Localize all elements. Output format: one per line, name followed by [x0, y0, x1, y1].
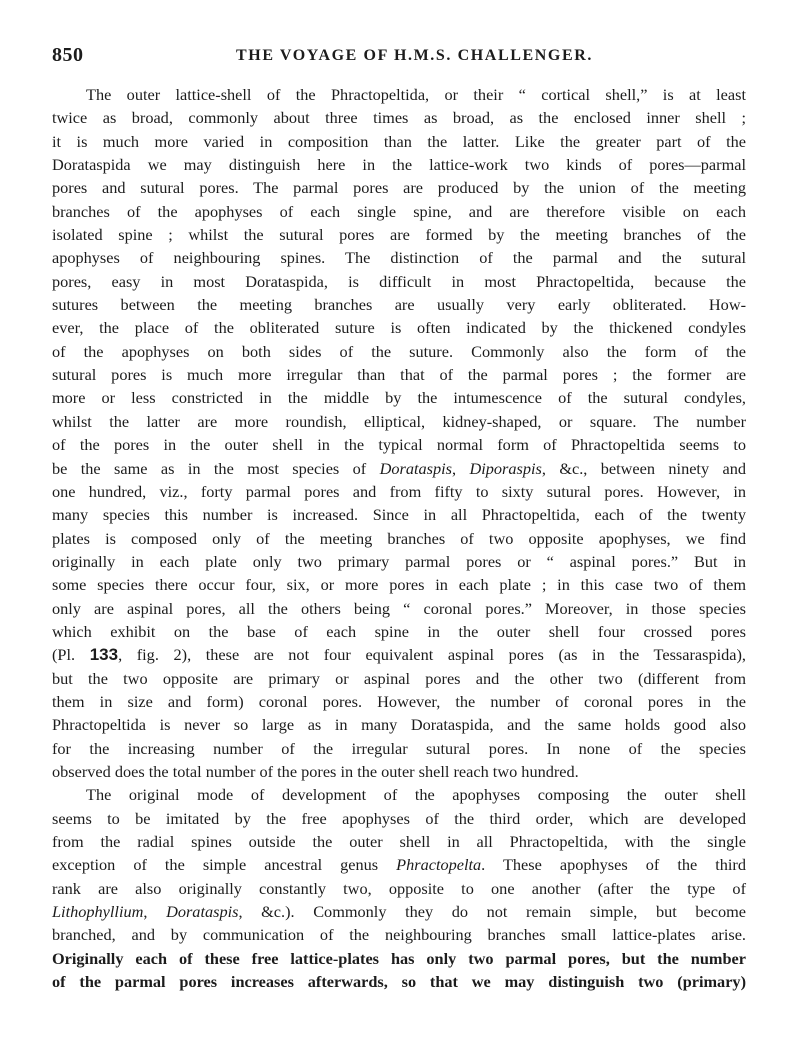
- text-line: plates is composed only of the meeting branches of two opposite apophyses, we find: [52, 528, 746, 548]
- text-line: of the apophyses on both sides of the suture. Commonly also the form of the: [52, 341, 746, 361]
- text-line: them in size and form) coronal pores. However, the number of coronal pores in the: [52, 691, 746, 711]
- genus-name: Lithophyllium: [52, 902, 144, 922]
- text-line: observed does the total number of the pores in the outer shell reach two hundred.: [52, 761, 579, 781]
- text-line: be the same as in the most species of Dorataspis, Diporaspis, &c., between ninety and: [52, 458, 747, 478]
- text-line: which exhibit on the base of each spine in the outer shell four crossed pores: [52, 621, 746, 641]
- text-line: isolated spine ; whilst the sutural pores are formed by the meeting branches of the: [52, 225, 746, 245]
- text-line: branches of the apophyses of each single spine, and are therefore visible on each: [52, 201, 746, 221]
- text-line: of the pores in the outer shell in the typical normal form of Phractopeltida seems to: [52, 435, 746, 455]
- text-line: originally in each plate only two primary parmal pores or “ aspinal pores.” But in: [52, 551, 746, 571]
- text-line: it is much more varied in composition than the latter. Like the greater part of the: [52, 131, 746, 151]
- running-head: THE VOYAGE OF H.M.S. CHALLENGER.: [236, 47, 594, 64]
- text-line: exception of the simple ancestral genus Phractopelta. These apophyses of the third: [52, 855, 746, 875]
- text-line: ever, the place of the obliterated suture is often indicated by the thickened condyles: [52, 318, 746, 338]
- text-line: more or less constricted in the middle by the intumescence of the sutural condyles,: [52, 388, 746, 408]
- text-line: apophyses of neighbouring spines. The distinction of the parmal and the sutural: [52, 248, 746, 268]
- page-number: 850: [52, 44, 84, 66]
- text-line: twice as broad, commonly about three times as broad, as the enclosed inner shell ;: [52, 108, 746, 128]
- text-line: from the radial spines outside the outer shell in all Phractopeltida, with the single: [52, 832, 746, 851]
- text-line: Phractopeltida is never so large as in many Dorataspida, and the same holds good also: [52, 715, 746, 735]
- text-line: Originally each of these free lattice-plates has only two parmal pores, but the number: [52, 948, 746, 968]
- text-line: Lithophyllium, Dorataspis, &c.). Commonly they do not remain simple, but become: [52, 902, 746, 922]
- text-line: sutural pores is much more irregular than that of the parmal pores ; the former are: [52, 365, 746, 385]
- text-line: The original mode of development of the apophyses composing the outer shell: [86, 785, 746, 805]
- text-line: rank are also originally constantly two, opposite to one another (after the type of: [52, 878, 746, 898]
- text-line: seems to be imitated by the free apophyses of the third order, which are developed: [52, 808, 746, 828]
- body-text: [52, 83, 746, 993]
- text-line: Dorataspida we may distinguish here in the lattice-work two kinds of pores—parmal: [52, 155, 746, 175]
- genus-name: Dorataspis: [166, 902, 239, 922]
- genus-name: Phractopelta: [396, 855, 482, 875]
- text-line: pores, easy in most Dorataspida, is difficult in most Phractopeltida, because the: [52, 271, 746, 291]
- text-line: whilst the latter are more roundish, elliptical, kidney-shaped, or square. The number: [52, 411, 746, 431]
- genus-name: Dorataspis: [379, 458, 453, 478]
- text-line: branched, and by communication of the neighbouring branches small lattice-plates arise.: [52, 925, 746, 945]
- text-line: sutures between the meeting branches are usually very early obliterated. How-: [52, 295, 746, 315]
- text-line: (Pl. 133, fig. 2), these are not four equivalent aspinal pores (as in the Tessaraspida),: [52, 645, 746, 665]
- text-line: of the parmal pores increases afterwards, so that we may distinguish two (primary): [52, 972, 746, 992]
- genus-name: Diporaspis: [469, 458, 542, 478]
- text-line: only are aspinal pores, all the others being “ coronal pores.” Moreover, in those species: [52, 598, 746, 618]
- text-line: some species there occur four, six, or more pores in each plate ; in this case two of them: [52, 575, 746, 595]
- text-line: one hundred, viz., forty parmal pores and from fifty to sixty sutural pores. However, in: [52, 481, 746, 501]
- plate-reference: 133: [89, 645, 119, 665]
- text-line: pores and sutural pores. The parmal pores are produced by the union of the meeting: [52, 178, 746, 198]
- text-line: but the two opposite are primary or aspinal pores and the other two (different from: [52, 668, 746, 688]
- text-line: many species this number is increased. Since in all Phractopeltida, each of the twenty: [52, 505, 746, 525]
- text-line: The outer lattice-shell of the Phractopeltida, or their “ cortical shell,” is at least: [86, 85, 746, 104]
- text-line: for the increasing number of the irregular sutural pores. In none of the species: [52, 738, 746, 758]
